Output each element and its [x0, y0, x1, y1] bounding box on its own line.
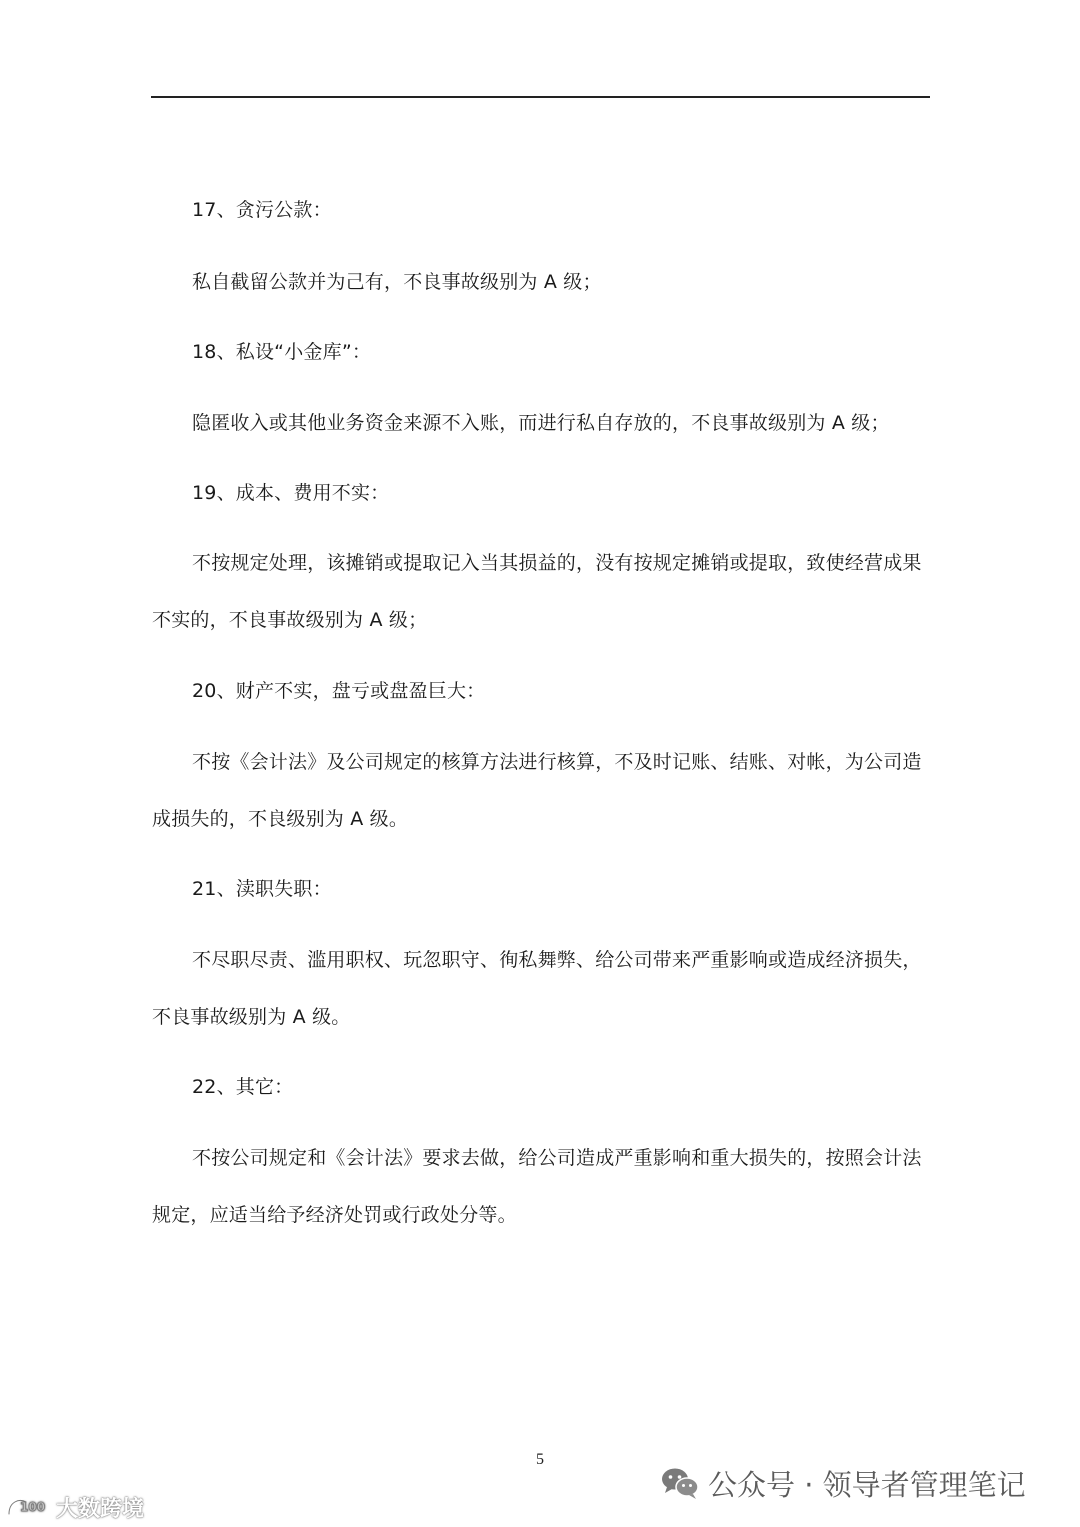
brand-logo-icon — [6, 1494, 52, 1520]
heading-21: 21、渎职失职： — [192, 878, 332, 900]
header-rule — [151, 96, 930, 98]
paragraph-19-line-2: 不实的，不良事故级别为 A 级； — [152, 609, 428, 631]
paragraph-21-line-1: 不尽职尽责、滥用职权、玩忽职守、徇私舞弊、给公司带来严重影响或造成经济损失， — [192, 949, 922, 971]
paragraph-22-line-1: 不按公司规定和《会计法》要求去做，给公司造成严重影响和重大损失的，按照会计法 — [192, 1147, 922, 1169]
page-number: 5 — [536, 1451, 544, 1468]
paragraph-19-line-1: 不按规定处理，该摊销或提取记入当其损益的，没有按规定摊销或提取，致使经营成果 — [192, 552, 922, 574]
paragraph-20-line-2: 成损失的，不良级别为 A 级。 — [152, 808, 409, 830]
heading-22: 22、其它： — [192, 1076, 294, 1098]
heading-17: 17、贪污公款： — [192, 199, 332, 221]
brand-label: 大数跨境 — [56, 1496, 145, 1522]
heading-18: 18、私设“小金库”： — [192, 341, 372, 363]
brand-logo-text: 100 — [20, 1500, 46, 1514]
heading-19: 19、成本、费用不实： — [192, 482, 390, 504]
wechat-watermark — [660, 1461, 1026, 1505]
wechat-account-label: 公众号 · 领导者管理笔记 — [708, 1467, 1026, 1502]
paragraph-17: 私自截留公款并为己有，不良事故级别为 A 级； — [192, 271, 602, 293]
paragraph-22-line-2: 规定，应适当给予经济处罚或行政处分等。 — [152, 1204, 517, 1226]
paragraph-18: 隐匿收入或其他业务资金来源不入账，而进行私自存放的，不良事故级别为 A 级； — [192, 412, 890, 434]
paragraph-20-line-1: 不按《会计法》及公司规定的核算方法进行核算，不及时记账、结账、对帐，为公司造 — [192, 751, 922, 773]
paragraph-21-line-2: 不良事故级别为 A 级。 — [152, 1006, 351, 1028]
wechat-icon — [660, 1466, 700, 1500]
heading-20: 20、财产不实，盘亏或盘盈巨大： — [192, 680, 486, 702]
brand-watermark — [6, 1490, 144, 1524]
